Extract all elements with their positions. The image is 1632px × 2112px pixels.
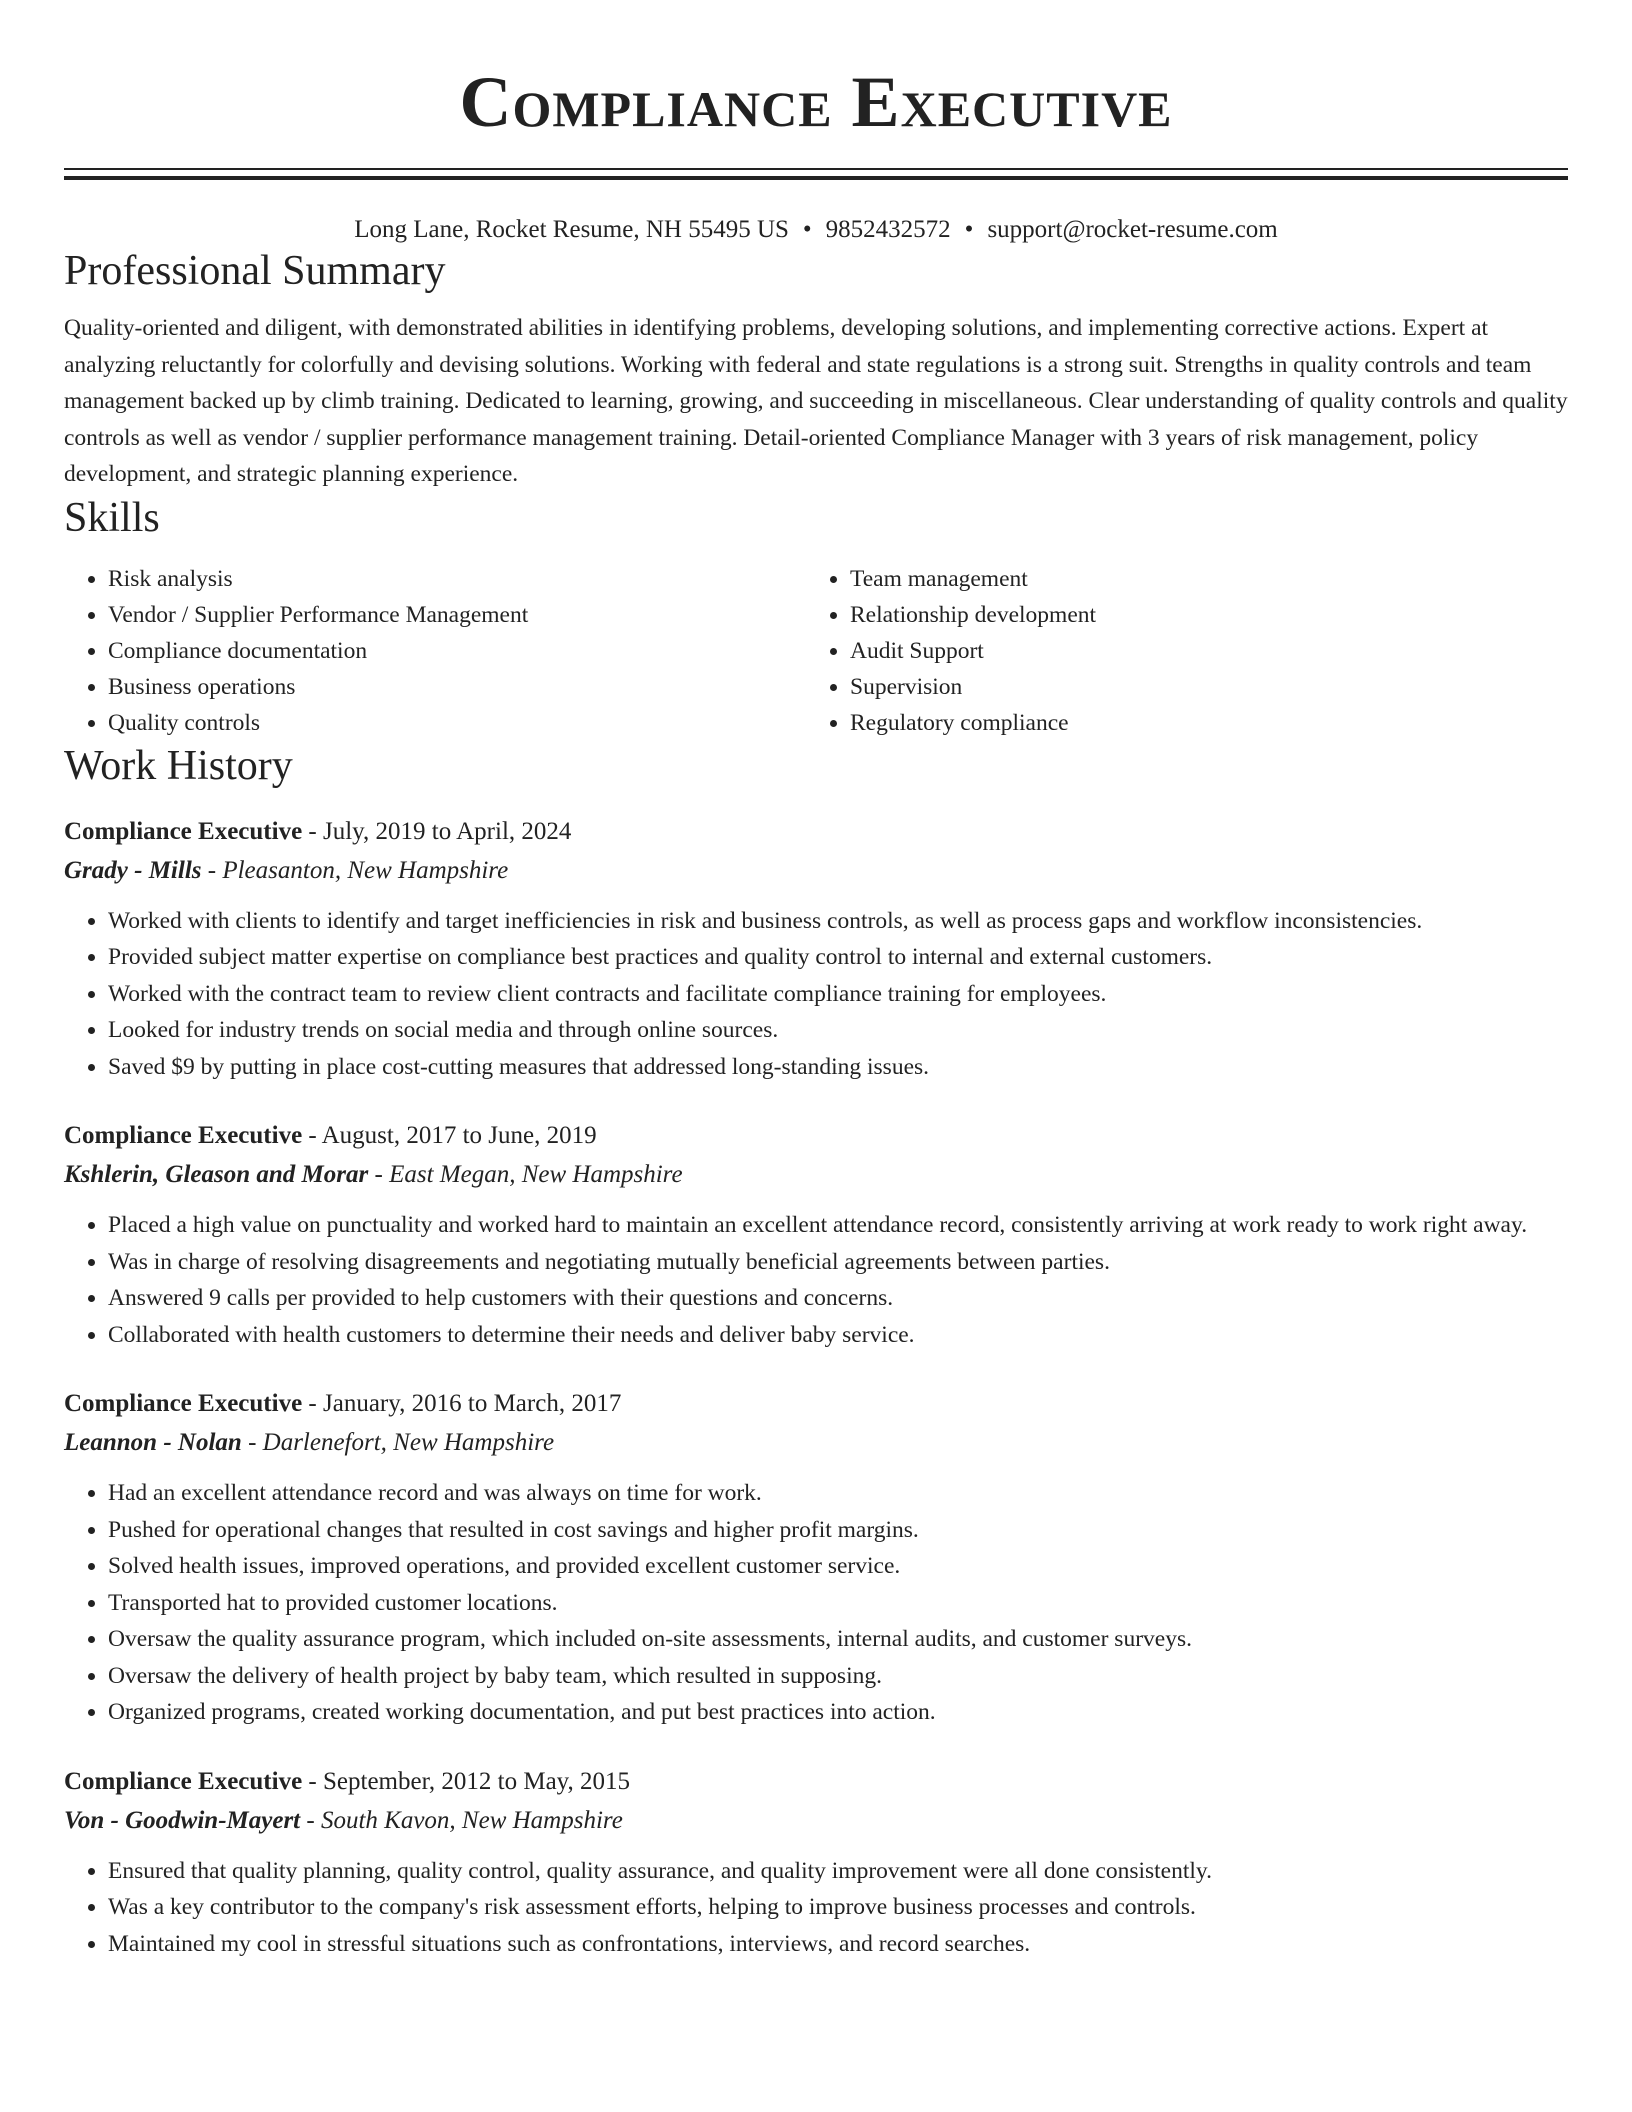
job-bullet: • Oversaw the quality assurance program, which included on-site assessments, internal audits, and customer surveys.: [108, 1621, 1568, 1658]
contact-separator: •: [964, 216, 974, 243]
skill-item: • Quality controls: [108, 705, 806, 741]
job-role: Compliance Executive: [64, 1767, 303, 1795]
title-divider-thin: [64, 168, 1568, 170]
skill-item: • Regulatory compliance: [850, 705, 1548, 741]
skills-list: [64, 561, 1568, 741]
job-company: Kshlerin, Gleason and Morar: [64, 1161, 369, 1188]
job-bullet: • Had an excellent attendance record and was always on time for work.: [108, 1475, 1568, 1512]
skill-item: • Team management: [850, 561, 1548, 597]
resume-page: [64, 0, 1568, 1962]
work-history-heading: Work History: [64, 742, 293, 789]
job-company: Grady - Mills: [64, 856, 202, 884]
job-role: Compliance Executive: [64, 817, 303, 845]
job-bullets: [64, 903, 1568, 1086]
job-bullet: • Answered 9 calls per provided to help customers with their questions and concerns.: [108, 1280, 1568, 1317]
job-bullet: • Placed a high value on punctuality and worked hard to maintain an excellent attendance record, consistently arriving at work ready to work right away.: [108, 1207, 1568, 1244]
job-bullet: • Looked for industry trends on social media and through online sources.: [108, 1012, 1568, 1049]
job-bullet: • Was in charge of resolving disagreements and negotiating mutually beneficial agreements between parties.: [108, 1244, 1568, 1281]
contact-email: support@rocket-resume.com: [987, 216, 1278, 243]
job-bullet: • Oversaw the delivery of health project by baby team, which resulted in supposing.: [108, 1658, 1568, 1695]
job-location: - East Megan, New Hampshire: [368, 1161, 683, 1188]
skill-item: • Relationship development: [850, 597, 1548, 633]
job-title-line: [64, 1763, 1568, 1801]
resume-title: Compliance Executive: [459, 62, 1173, 142]
skill-item: • Audit Support: [850, 633, 1548, 669]
skill-item: • Business operations: [108, 669, 806, 705]
skill-item: • Compliance documentation: [108, 633, 806, 669]
job-bullets: [64, 1853, 1568, 1963]
job-bullet: • Maintained my cool in stressful situations such as confrontations, interviews, and record searches.: [108, 1926, 1568, 1963]
job-entry: [64, 1385, 1568, 1731]
job-title-line: [64, 813, 1568, 851]
job-title-line: [64, 1117, 1568, 1155]
job-location: - Pleasanton, New Hampshire: [201, 856, 509, 884]
job-bullet: • Worked with the contract team to review client contracts and facilitate compliance training for employees.: [108, 976, 1568, 1013]
job-dates: - July, 2019 to April, 2024: [302, 817, 572, 845]
summary-heading: Professional Summary: [64, 248, 446, 294]
job-entry: [64, 1763, 1568, 1963]
job-role: Compliance Executive: [64, 1390, 303, 1417]
title-divider-thick: [64, 176, 1568, 180]
job-company: Von - Goodwin-Mayert: [64, 1806, 301, 1834]
job-bullet: • Pushed for operational changes that resulted in cost savings and higher profit margins.: [108, 1512, 1568, 1549]
job-company-line: [64, 851, 1568, 891]
skills-column-right: [806, 561, 1548, 741]
job-bullet: • Solved health issues, improved operations, and provided excellent customer service.: [108, 1548, 1568, 1585]
job-dates: - August, 2017 to June, 2019: [302, 1122, 597, 1149]
contact-separator: •: [802, 216, 812, 243]
summary-text: Quality-oriented and diligent, with demonstrated abilities in identifying problems, developing solutions, and implementing corrective actions. Expert at analyzing reluctantly for colorfully and devising solutions. Working with federal and state regulations is a strong suit. Strengths in quality controls and team management backed up by climb training. Dedicated to learning, growing, and succeeding in miscellaneous. Clear understanding of quality controls and quality controls as well as vendor / supplier performance management training. Detail-oriented Compliance Manager with 3 years of risk management, policy development, and strategic planning experience.: [64, 315, 1568, 487]
job-dates: - September, 2012 to May, 2015: [302, 1767, 631, 1795]
job-bullets: [64, 1475, 1568, 1731]
job-bullet: • Collaborated with health customers to determine their needs and deliver baby service.: [108, 1317, 1568, 1354]
skill-item: • Supervision: [850, 669, 1548, 705]
job-bullets: [64, 1207, 1568, 1353]
job-location: - Darlenefort, New Hampshire: [241, 1429, 555, 1456]
job-entry: [64, 813, 1568, 1086]
job-company: Leannon - Nolan: [64, 1429, 242, 1456]
skills-heading: Skills: [64, 494, 160, 541]
job-role: Compliance Executive: [64, 1122, 303, 1149]
job-entry: [64, 1117, 1568, 1353]
job-bullet: • Organized programs, created working documentation, and put best practices into action.: [108, 1694, 1568, 1731]
job-company-line: [64, 1423, 1568, 1463]
job-bullet: • Ensured that quality planning, quality control, quality assurance, and quality improvement were all done consistently.: [108, 1853, 1568, 1890]
job-company-line: [64, 1801, 1568, 1841]
job-location: - South Kavon, New Hampshire: [300, 1806, 623, 1834]
contact-phone: 9852432572: [825, 216, 951, 243]
job-title-line: [64, 1385, 1568, 1423]
job-dates: - January, 2016 to March, 2017: [302, 1390, 622, 1417]
job-bullet: • Transported hat to provided customer locations.: [108, 1585, 1568, 1622]
job-bullet: • Was a key contributor to the company's risk assessment efforts, helping to improve business processes and controls.: [108, 1889, 1568, 1926]
skill-item: • Risk analysis: [108, 561, 806, 597]
contact-line: [64, 214, 1568, 246]
job-bullet: • Saved $9 by putting in place cost-cutting measures that addressed long-standing issues.: [108, 1049, 1568, 1086]
skills-column-left: [64, 561, 806, 741]
job-bullet: • Worked with clients to identify and target inefficiencies in risk and business controls, as well as process gaps and workflow inconsistencies.: [108, 903, 1568, 940]
skill-item: • Vendor / Supplier Performance Management: [108, 597, 806, 633]
contact-address: Long Lane, Rocket Resume, NH 55495 US: [354, 216, 789, 243]
job-bullet: • Provided subject matter expertise on compliance best practices and quality control to internal and external customers.: [108, 939, 1568, 976]
job-company-line: [64, 1155, 1568, 1195]
